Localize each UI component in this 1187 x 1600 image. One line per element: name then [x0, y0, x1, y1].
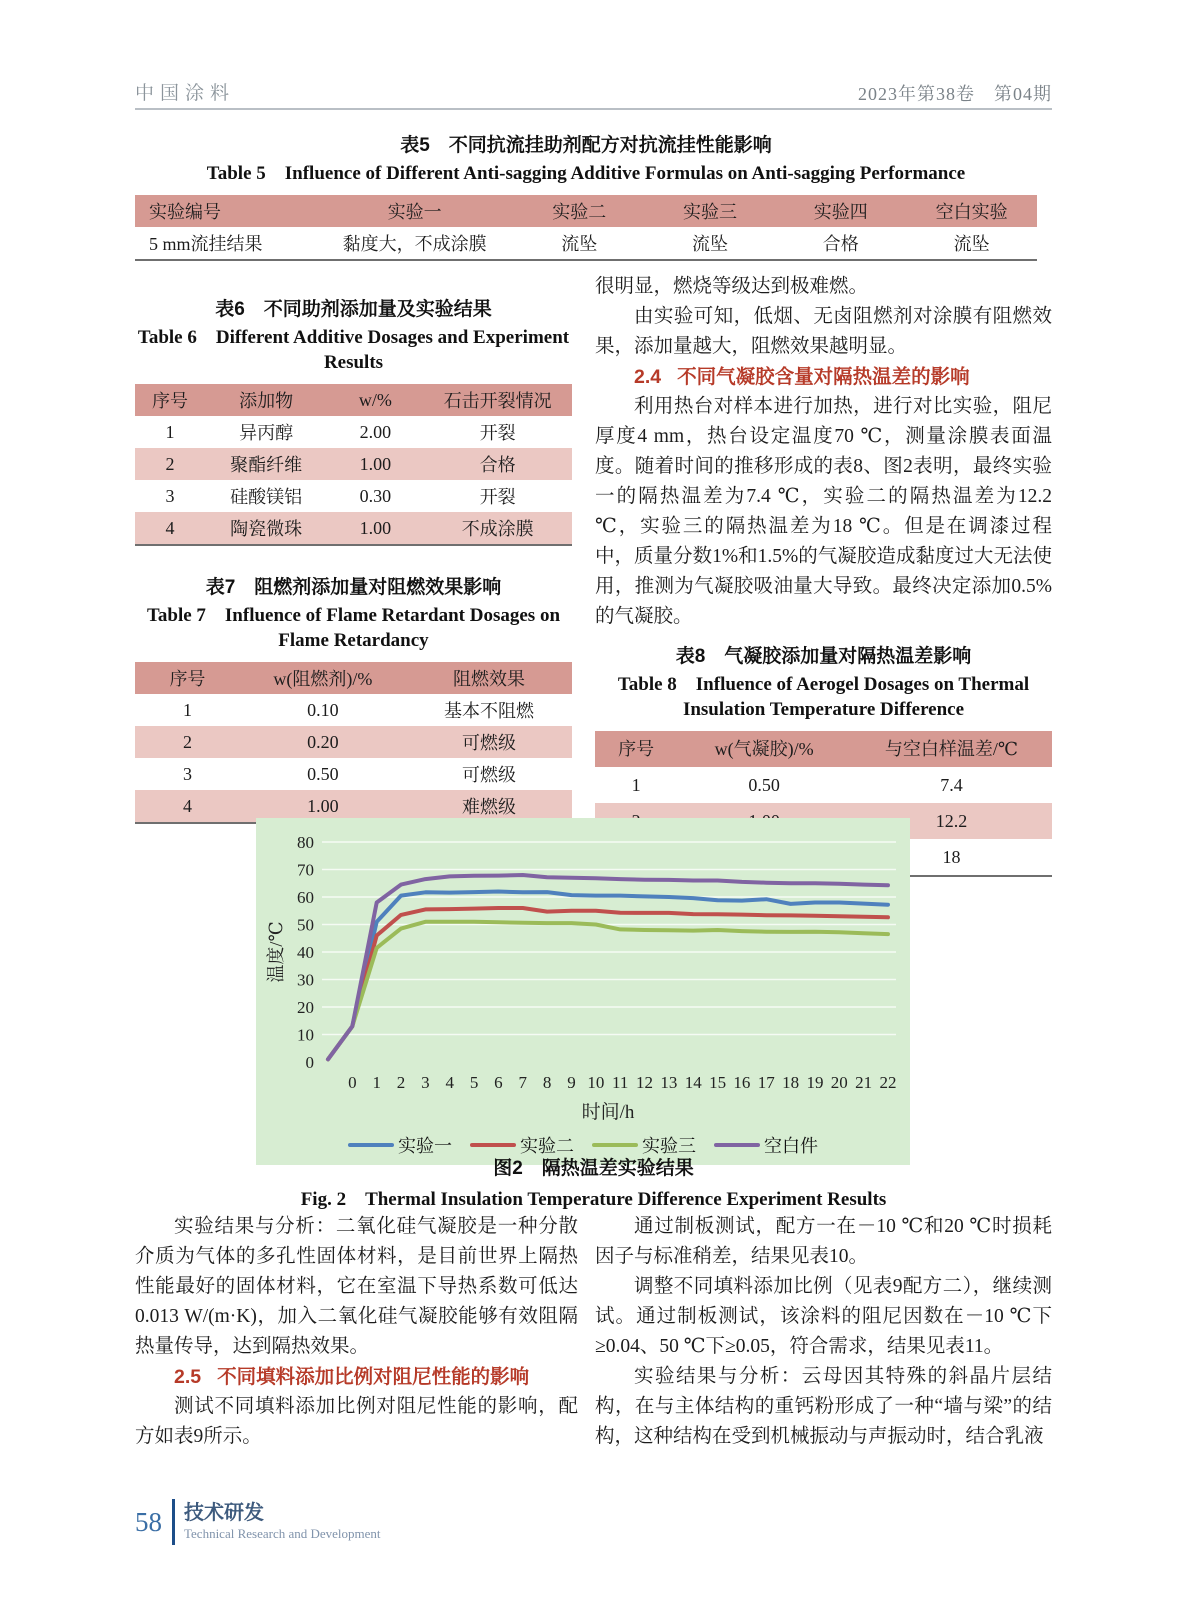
svg-text:14: 14 [684, 1073, 702, 1092]
table5-title-en: Table 5 Influence of Different Anti-sagging Additive Formulas on Anti-sagging Performance [206, 163, 966, 184]
table-cell: 可燃级 [461, 765, 516, 785]
svg-text:4: 4 [445, 1073, 454, 1092]
table-cell: 开裂 [479, 487, 516, 507]
svg-text:20: 20 [297, 998, 314, 1017]
table6-title-cn: 表6 不同助剂添加量及实验结果 [215, 299, 492, 320]
svg-text:8: 8 [542, 1073, 552, 1092]
paragraph: 实验结果与分析：二氧化硅气凝胶是一种分散介质为气体的多孔性固体材料，是目前世界上隔热性能最好的固体材料，它在室温下导热系数可低达0.013 W/(m·K)，加入二氧化硅气凝胶能够有效阻隔热量传导，达到隔热效果。 [135, 1216, 578, 1357]
table-cell: 基本不阻燃 [443, 701, 534, 721]
column-header: 实验四 [813, 202, 868, 222]
legend-label: 实验二 [520, 1136, 574, 1156]
paragraph: 利用热台对样本进行加热，进行对比实验，阻尼厚度4 mm，热台设定温度70 ℃，测量涂膜表面温度。随着时间的推移形成的表8、图2表明，最终实验一的隔热温差为7.4 ℃，实验二的隔热温差为12.2 ℃，实验三的隔热温差为18 ℃。但是在调漆过程中，质量分数1%和1.5%的气凝胶造成黏度过大无法使用，推测为气凝胶吸油量大导致。最终决定添加0.5%的气凝胶。 [595, 396, 1052, 627]
svg-text:1: 1 [372, 1073, 381, 1092]
table-row [595, 767, 1052, 803]
table-cell: 3 [165, 485, 175, 506]
column-header: 实验三 [683, 202, 737, 222]
table-row [135, 480, 572, 512]
svg-text:6: 6 [494, 1073, 503, 1092]
legend-label: 实验三 [642, 1136, 696, 1156]
paragraph: 测试不同填料添加比例对阻尼性能的影响，配方如表9所示。 [135, 1396, 578, 1447]
svg-text:60: 60 [297, 888, 314, 907]
table-row [135, 726, 572, 758]
legend-line-swatch [348, 1143, 394, 1147]
table-row [135, 448, 572, 480]
table7-block [135, 575, 572, 824]
column-header: 实验编号 [149, 202, 221, 222]
table6 [135, 384, 572, 546]
figure2-caption [135, 1153, 1052, 1211]
column-header: 实验一 [387, 202, 442, 222]
paragraph: 由实验可知，低烟、无卤阻燃剂对涂膜有阻燃效果，添加量越大，阻燃效果越明显。 [595, 306, 1052, 357]
svg-text:21: 21 [855, 1073, 873, 1092]
column-header: w(气凝胶)/% [714, 739, 814, 759]
paragraph: 通过制板测试，配方一在－10 ℃和20 ℃时损耗因子与标准稍差，结果见表10。 [595, 1216, 1052, 1267]
right-column [595, 272, 1052, 877]
table7 [135, 662, 572, 824]
svg-text:时间/h: 时间/h [581, 1102, 635, 1123]
table-cell: 合格 [822, 234, 859, 254]
table7-title-cn: 表7 阻燃剂添加量对阻燃效果影响 [205, 577, 502, 598]
table6-title-en: Table 6 Different Additive Dosages and Experiment Results [137, 327, 570, 373]
table8-title-en: Table 8 Influence of Aerogel Dosages on Thermal Insulation Temperature Difference [617, 674, 1030, 720]
svg-text:12: 12 [636, 1073, 654, 1092]
table-cell: 1.00 [359, 517, 392, 538]
svg-text:19: 19 [806, 1073, 824, 1092]
svg-text:22: 22 [879, 1073, 897, 1092]
legend-label: 实验一 [398, 1136, 452, 1156]
svg-text:10: 10 [297, 1025, 314, 1045]
table-cell: 2.00 [359, 421, 392, 442]
svg-text:80: 80 [297, 833, 314, 852]
page-footer [135, 1499, 381, 1545]
line-chart [262, 828, 902, 1126]
svg-text:13: 13 [660, 1073, 678, 1092]
table-cell: 0.10 [307, 699, 339, 720]
table-cell: 不成涂膜 [461, 519, 534, 539]
table-row [135, 416, 572, 448]
table-cell: 硅酸镁铝 [230, 487, 303, 507]
figure2-caption-cn: 图2 隔热温差实验结果 [493, 1158, 694, 1179]
table-cell: 难燃级 [461, 797, 516, 817]
svg-text:0: 0 [348, 1073, 357, 1092]
header-rule [135, 108, 1052, 110]
journal-name: 中国涂料 [135, 83, 236, 104]
table-cell: 流坠 [561, 234, 598, 254]
svg-text:17: 17 [757, 1073, 775, 1092]
svg-text:9: 9 [567, 1073, 576, 1092]
footer-divider [172, 1499, 175, 1545]
legend-line-swatch [714, 1143, 760, 1147]
svg-text:2: 2 [396, 1073, 406, 1092]
paragraph: 很明显，燃烧等级达到极难燃。 [595, 276, 869, 297]
table-cell: 1.00 [307, 795, 339, 816]
column-header: 石击开裂情况 [443, 391, 552, 411]
table-cell: 0.30 [359, 485, 392, 506]
table-cell: 3 [182, 763, 192, 784]
svg-text:70: 70 [297, 860, 314, 880]
page-number: 58 [135, 1506, 162, 1537]
table5-block [135, 133, 1037, 261]
table-row [135, 512, 572, 545]
table-cell: 5 mm流挂结果 [149, 234, 263, 254]
column-header: 空白实验 [935, 202, 1008, 222]
paragraph: 实验结果与分析：云母因其特殊的斜晶片层结构，在与主体结构的重钙粉形成了一种“墙与梁”的结构，这种结构在受到机械振动与声振动时，结合乳液 [595, 1366, 1052, 1447]
legend-line-swatch [592, 1143, 638, 1147]
table-row [135, 227, 1037, 260]
footer-section-en: Technical Research and Development [184, 1526, 381, 1541]
column-header: 实验二 [552, 202, 607, 222]
footer-section-cn: 技术研发 [184, 1502, 264, 1524]
table-cell: 12.2 [935, 811, 968, 831]
table-cell: 流坠 [692, 234, 728, 254]
figure2-caption-en: Fig. 2 Thermal Insulation Temperature Difference Experiment Results [300, 1189, 887, 1210]
table-cell: 0.20 [307, 731, 339, 752]
svg-text:10: 10 [587, 1073, 605, 1092]
table-row [135, 694, 572, 726]
table-cell: 0.50 [748, 775, 780, 795]
paragraph: 调整不同填料添加比例（见表9配方二），继续测试。通过制板测试，该涂料的阻尼因数在－10 ℃下≥0.04、50 ℃下≥0.05，符合需求，结果见表11。 [595, 1276, 1052, 1357]
column-header: w/% [358, 389, 392, 410]
svg-text:18: 18 [782, 1073, 800, 1092]
table-row [135, 758, 572, 790]
svg-text:0: 0 [305, 1053, 314, 1072]
legend-label: 空白件 [764, 1136, 818, 1156]
svg-text:16: 16 [733, 1073, 751, 1092]
table-cell: 2 [165, 453, 175, 474]
svg-text:7: 7 [518, 1073, 528, 1092]
svg-text:50: 50 [297, 915, 314, 935]
table-cell: 4 [165, 517, 175, 538]
svg-text:40: 40 [297, 943, 314, 962]
table-cell: 流坠 [953, 234, 990, 254]
table-cell: 异丙醇 [239, 423, 294, 443]
table8-title-cn: 表8 气凝胶添加量对隔热温差影响 [675, 646, 972, 667]
svg-text:5: 5 [469, 1073, 479, 1092]
legend-line-swatch [470, 1143, 516, 1147]
bottom-right-column [595, 1212, 1052, 1452]
table-cell: 可燃级 [461, 733, 516, 753]
bottom-left-column [135, 1212, 578, 1452]
table-cell: 2 [182, 731, 192, 752]
section-heading-2-4: 2.4 不同气凝胶含量对隔热温差的影响 [634, 366, 970, 388]
table-cell: 1.00 [359, 453, 392, 474]
column-header: w(阻燃剂)/% [273, 669, 373, 689]
table-cell: 陶瓷微珠 [230, 519, 303, 539]
table5-title-cn: 表5 不同抗流挂助剂配方对抗流挂性能影响 [400, 135, 772, 156]
table-cell: 1 [182, 699, 192, 720]
svg-text:15: 15 [709, 1073, 727, 1092]
table5 [135, 195, 1037, 261]
table-cell: 开裂 [479, 423, 516, 443]
table-cell: 0.50 [307, 763, 339, 784]
column-header: 与空白样温差/℃ [884, 739, 1019, 759]
svg-text:温度/℃: 温度/℃ [266, 921, 286, 983]
figure2-chart [256, 818, 910, 1165]
column-header: 序号 [151, 391, 188, 411]
table6-block [135, 297, 572, 546]
column-header: 序号 [169, 669, 206, 689]
issue-info: 2023年第38卷 第04期 [858, 84, 1052, 104]
table-cell: 黏度大，不成涂膜 [342, 234, 487, 254]
column-header: 序号 [618, 739, 655, 759]
svg-text:30: 30 [297, 970, 314, 990]
table-cell: 1 [631, 775, 641, 795]
section-heading-2-5: 2.5 不同填料添加比例对阻尼性能的影响 [174, 1366, 530, 1388]
column-header: 添加物 [239, 391, 294, 411]
table-cell: 18 [942, 847, 961, 867]
table-cell: 4 [182, 795, 192, 816]
table-cell: 7.4 [940, 775, 963, 795]
svg-text:11: 11 [611, 1073, 629, 1092]
table7-title-en: Table 7 Influence of Flame Retardant Dosages on Flame Retardancy [146, 605, 561, 651]
table-cell: 合格 [479, 455, 516, 475]
table-cell: 聚酯纤维 [230, 455, 303, 475]
svg-text:3: 3 [421, 1073, 430, 1092]
column-header: 阻燃效果 [452, 669, 525, 689]
svg-text:20: 20 [830, 1073, 848, 1092]
table-cell: 1 [165, 421, 175, 442]
